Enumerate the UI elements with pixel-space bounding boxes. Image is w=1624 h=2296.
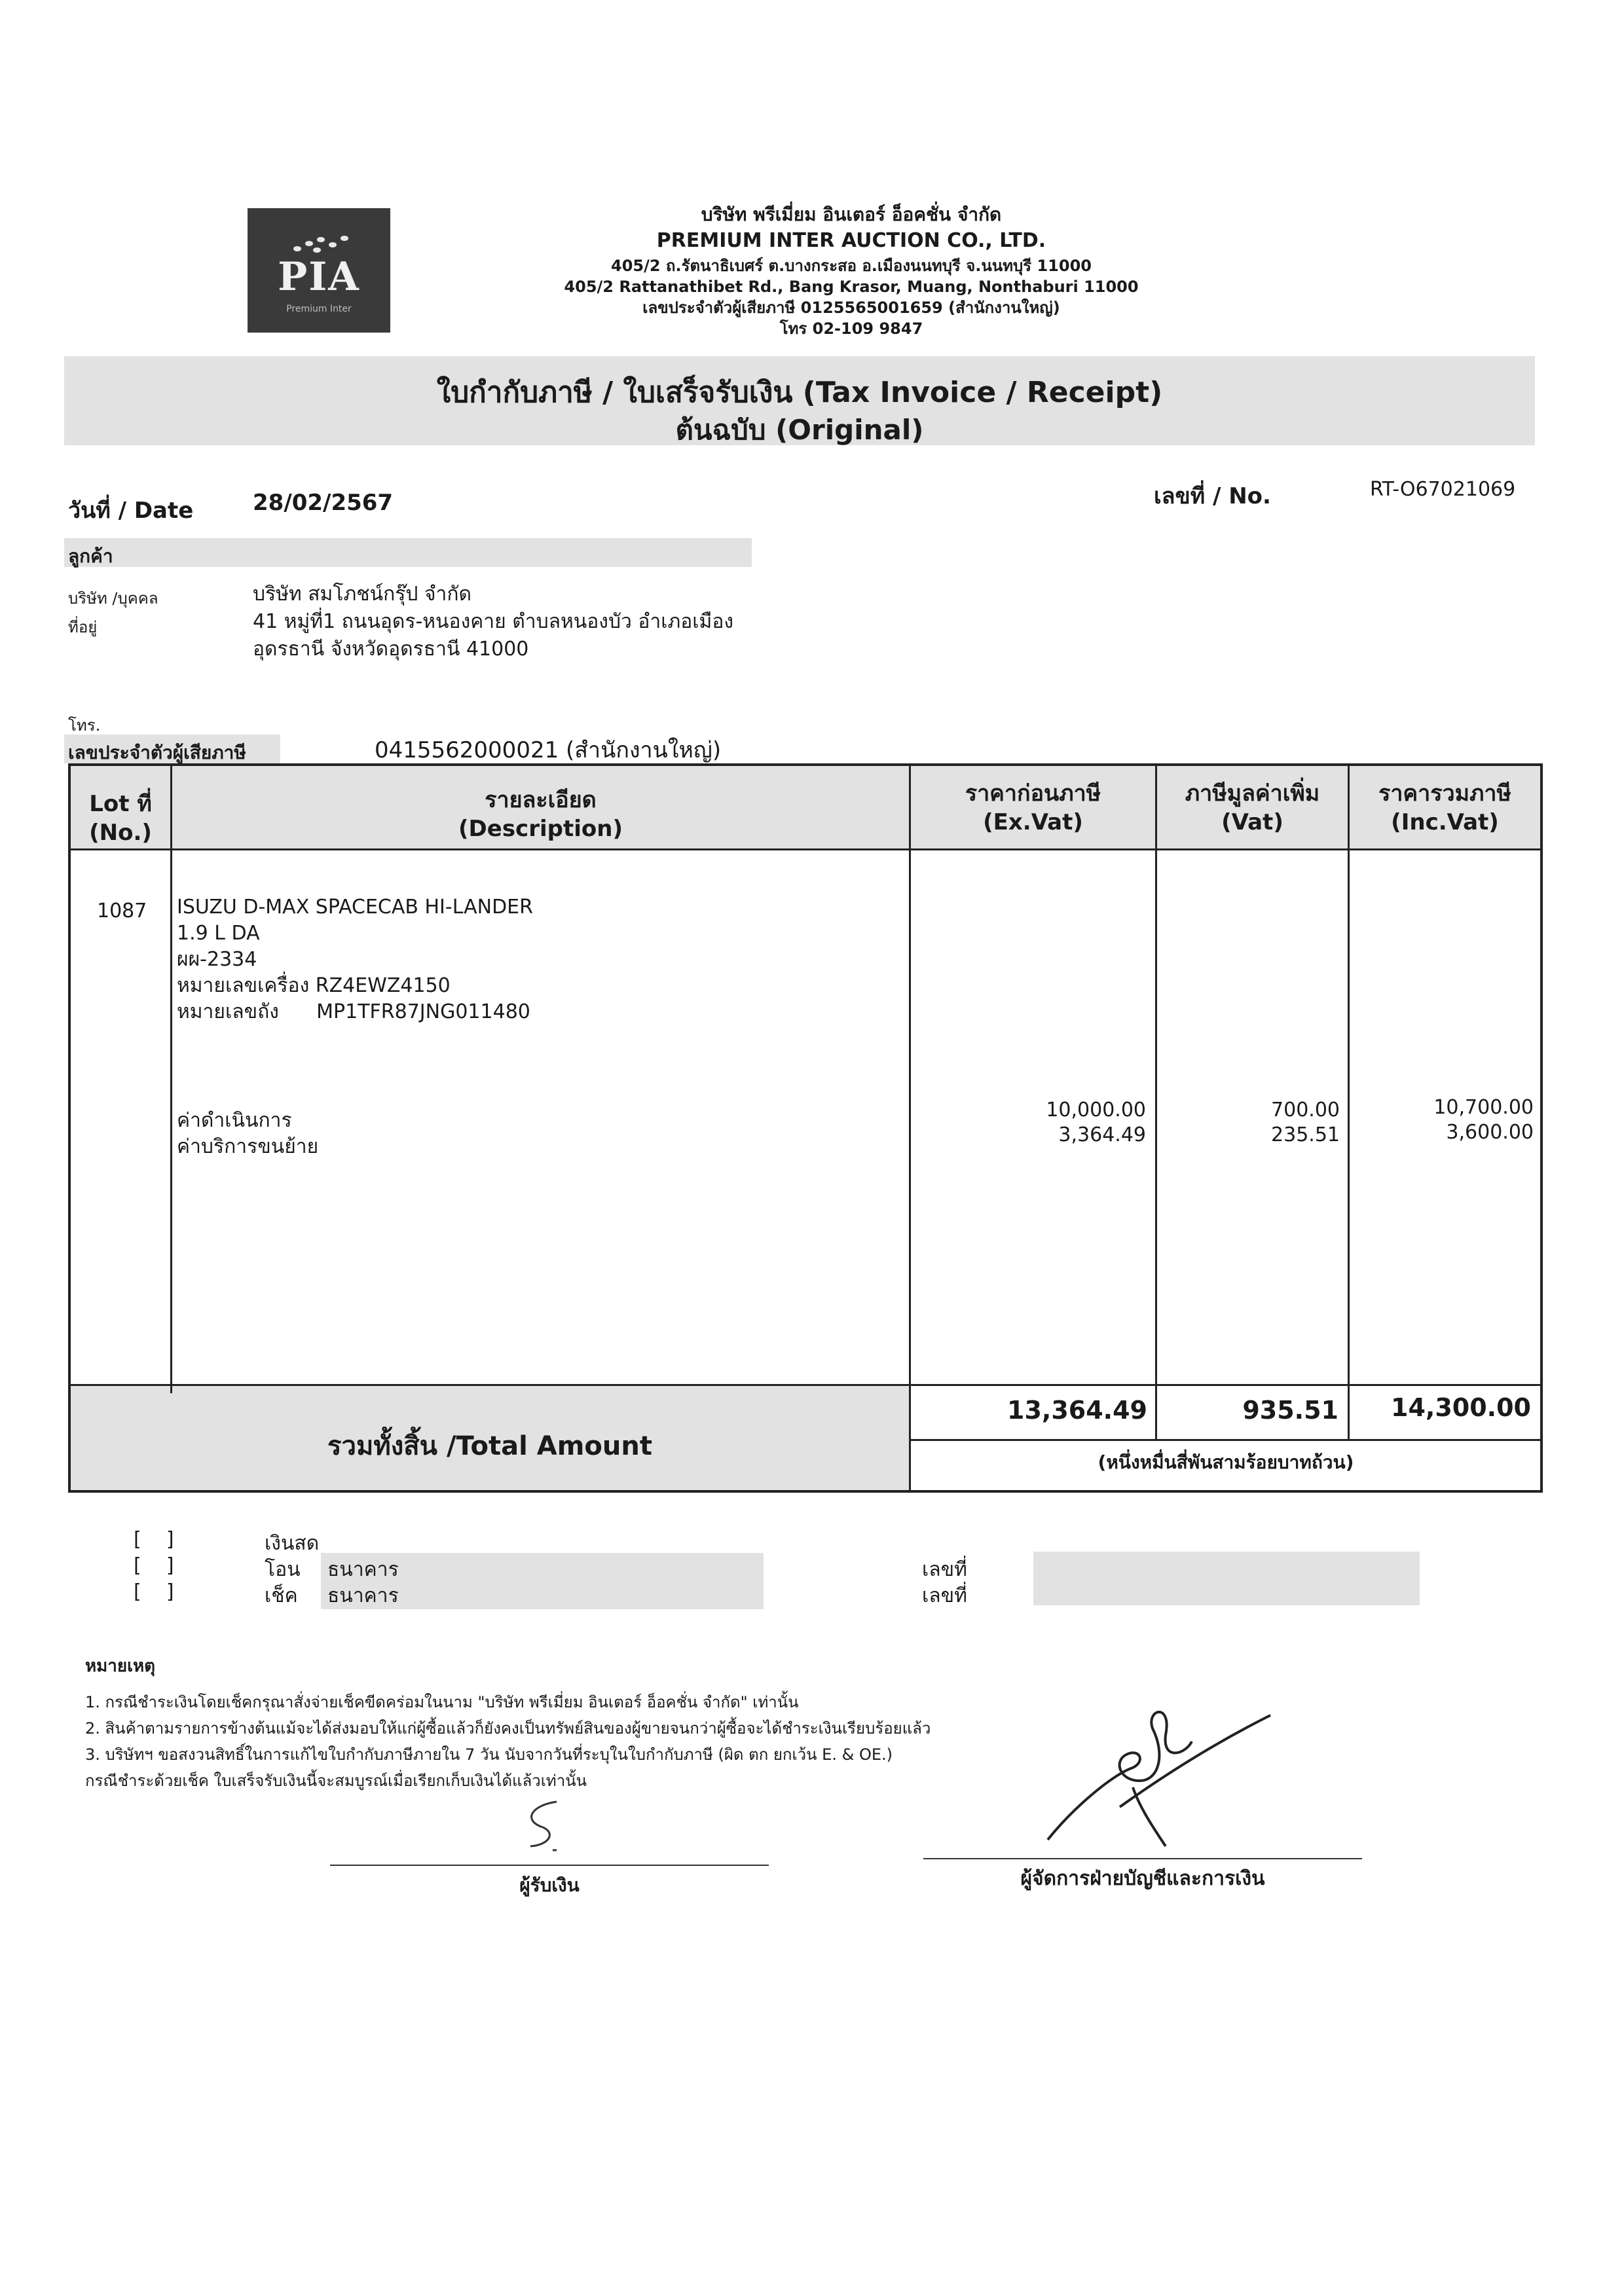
company-tax-id: เลขประจำตัวผู้เสียภาษี 0125565001659 (สำนักงานใหญ่) <box>642 299 1060 317</box>
customer-company-label: บริษัท /บุคคล <box>68 589 158 608</box>
header-vat-th: ภาษีมูลค่าเพิ่ม <box>1185 780 1320 807</box>
customer-company-value: บริษัท สมโภชน์กรุ๊ป จำกัด <box>253 583 472 606</box>
customer-address-label: ที่อยู่ <box>68 618 98 636</box>
header-vat <box>1157 779 1348 837</box>
note-2: 2. สินค้าตามรายการข้างต้นแม้จะได้ส่งมอบให้แก่ผู้ซื้อแล้วก็ยังคงเป็นทรัพย์สินของผู้ขายจนกว่าผู้ซื้อจะได้ชำระเงินเรียบร้อยแล้ว <box>85 1719 931 1738</box>
header-incvat-en: (Inc.Vat) <box>1391 809 1499 835</box>
receiver-signature-line <box>330 1865 769 1866</box>
company-address-en: 405/2 Rattanathibet Rd., Bang Krasor, Muang, Nonthaburi 11000 <box>564 278 1139 296</box>
col-divider-desc <box>909 763 911 1493</box>
number-shade <box>1033 1552 1420 1605</box>
doc-no-value: RT-O67021069 <box>1370 478 1516 501</box>
document-title: ใบกำกับภาษี / ใบเสร็จรับเงิน (Tax Invoice / Receipt) <box>436 376 1163 409</box>
customer-shade <box>64 538 752 567</box>
header-lot-th: Lot ที่ <box>89 791 152 817</box>
doc-no-label: เลขที่ / No. <box>1154 483 1271 509</box>
notes-heading: หมายเหตุ <box>85 1656 156 1676</box>
customer-address-line1: 41 หมู่ที่1 ถนนอุดร-หนองคาย ตำบลหนองบัว อำเภอเมือง <box>253 610 733 633</box>
company-name-en: PREMIUM INTER AUCTION CO., LTD. <box>656 229 1046 252</box>
total-amount-words: (หนึ่งหมื่นสี่พันสามร้อยบาทถ้วน) <box>1098 1451 1354 1473</box>
transfer-bank-label: ธนาคาร <box>327 1558 399 1581</box>
logo-text: PIA <box>278 254 360 300</box>
date-label: วันที่ / Date <box>68 498 194 524</box>
logo-subtext: Premium Inter <box>286 304 352 314</box>
header-incvat-th: ราคารวมภาษี <box>1378 780 1511 807</box>
payment-cheque: เช็ค <box>265 1584 298 1607</box>
customer-address-line2: อุดรธานี จังหวัดอุดรธานี 41000 <box>253 638 529 661</box>
charge-exvat-1: 10,000.00 <box>1046 1099 1146 1121</box>
customer-section-label: ลูกค้า <box>68 545 113 567</box>
payment-transfer: โอน <box>265 1558 301 1581</box>
receiver-signature-mark <box>511 1794 602 1866</box>
note-1: 1. กรณีชำระเงินโดยเช็คกรุณาสั่งจ่ายเช็คขีดคร่อมในนาม "บริษัท พรีเมี่ยม อินเตอร์ อ็อคชั่น จำกัด" เท่านั้น <box>85 1693 799 1711</box>
logo-dots-icon <box>293 234 352 254</box>
item-line-4: หมายเลขเครื่อง RZ4EWZ4150 <box>177 974 451 997</box>
note-4: กรณีชำระด้วยเช็ค ใบเสร็จรับเงินนี้จะสมบูรณ์เมื่อเรียกเก็บเงินได้แล้วเท่านั้น <box>85 1772 587 1790</box>
charge-desc-2: ค่าบริการขนย้าย <box>177 1135 319 1158</box>
cheque-number-label: เลขที่ <box>922 1584 967 1607</box>
item-line-3: ผผ-2334 <box>177 948 257 971</box>
charge-incvat-1: 10,700.00 <box>1433 1096 1534 1119</box>
total-words-divider <box>909 1439 1543 1441</box>
transfer-number-label: เลขที่ <box>922 1558 967 1581</box>
total-divider <box>68 1384 1543 1386</box>
company-phone: โทร 02-109 9847 <box>779 319 923 338</box>
col-divider-vat <box>1348 763 1350 1440</box>
col-divider-lot <box>170 763 172 1393</box>
col-divider-exvat <box>1155 763 1157 1440</box>
document-subtitle: ต้นฉบับ (Original) <box>675 414 924 446</box>
total-label: รวมทั้งสิ้น /Total Amount <box>327 1431 652 1461</box>
header-vat-en: (Vat) <box>1221 809 1283 835</box>
customer-phone-label: โทร. <box>68 716 101 735</box>
charge-vat-2: 235.51 <box>1271 1123 1340 1146</box>
receiver-label: ผู้รับเงิน <box>519 1874 580 1896</box>
header-lot <box>71 790 170 847</box>
lot-number: 1087 <box>97 900 147 922</box>
charge-vat-1: 700.00 <box>1271 1099 1340 1121</box>
cheque-bank-label: ธนาคาร <box>327 1584 399 1607</box>
header-divider <box>68 848 1543 850</box>
item-line-1: ISUZU D-MAX SPACECAB HI-LANDER <box>177 896 533 919</box>
manager-signature-line <box>923 1858 1362 1859</box>
header-ex-vat <box>911 779 1155 837</box>
customer-tax-label: เลขประจำตัวผู้เสียภาษี <box>68 742 246 763</box>
company-name-th: บริษัท พรีเมี่ยม อินเตอร์ อ็อคชั่น จำกัด <box>701 204 1002 225</box>
note-3: 3. บริษัทฯ ขอสงวนสิทธิ์ในการแก้ไขใบกำกับภาษีภายใน 7 วัน นับจากวันที่ระบุในใบกำกับภาษี (ผิด ตก ยกเว้น E. & OE.) <box>85 1745 893 1764</box>
header-desc-en: (Description) <box>458 816 623 842</box>
header-desc-th: รายละเอียด <box>485 787 597 813</box>
header-description <box>172 786 909 843</box>
header-lot-en: (No.) <box>89 820 152 846</box>
company-address-th: 405/2 ถ.รัตนาธิเบศร์ ต.บางกระสอ อ.เมืองนนทบุรี จ.นนทบุรี 11000 <box>611 257 1092 275</box>
manager-signature-mark <box>1035 1676 1283 1859</box>
header-inc-vat <box>1350 779 1540 837</box>
charge-exvat-2: 3,364.49 <box>1058 1123 1146 1146</box>
date-value: 28/02/2567 <box>253 490 394 516</box>
total-inc-vat: 14,300.00 <box>1391 1393 1531 1422</box>
payment-cash: เงินสด <box>265 1532 320 1555</box>
manager-label: ผู้จัดการฝ่ายบัญชีและการเงิน <box>1020 1867 1265 1890</box>
charge-desc-1: ค่าดำเนินการ <box>177 1109 292 1132</box>
total-ex-vat: 13,364.49 <box>1007 1396 1147 1425</box>
company-logo <box>248 208 390 333</box>
cheque-checkbox: [ ] <box>134 1580 174 1603</box>
customer-tax-value: 0415562000021 (สำนักงานใหญ่) <box>375 737 722 763</box>
header-exvat-th: ราคาก่อนภาษี <box>965 780 1101 807</box>
transfer-checkbox: [ ] <box>134 1554 174 1577</box>
item-line-2: 1.9 L DA <box>177 922 260 945</box>
total-vat: 935.51 <box>1242 1396 1338 1425</box>
charge-incvat-2: 3,600.00 <box>1446 1121 1534 1144</box>
header-exvat-en: (Ex.Vat) <box>983 809 1083 835</box>
item-line-5: หมายเลขถัง MP1TFR87JNG011480 <box>177 1000 530 1023</box>
cash-checkbox: [ ] <box>134 1528 174 1551</box>
